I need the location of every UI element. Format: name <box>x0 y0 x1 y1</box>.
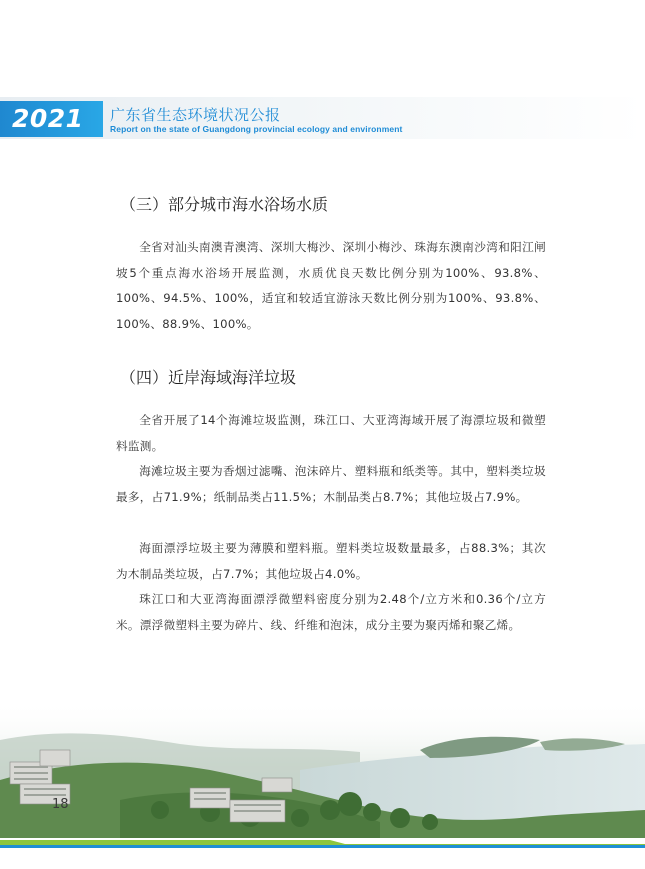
paragraph: 全省对汕头南澳青澳湾、深圳大梅沙、深圳小梅沙、珠海东澳南沙湾和阳江闸坡5个重点海水浴场开展监测，水质优良天数比例分别为100%、93.8%、100%、94.5%、100%，适宜和较适宜游泳天数比例分别为100%、93.8%、100%、88.9%、100%。 <box>116 240 546 331</box>
paragraph: 海滩垃圾主要为香烟过滤嘴、泡沫碎片、塑料瓶和纸类等。其中，塑料类垃圾最多，占71.9%；纸制品类占11.5%；木制品类占8.7%；其他垃圾占7.9%。 <box>116 464 546 504</box>
footer-color-bar <box>0 838 645 869</box>
header-year: 2021 <box>12 104 84 133</box>
page-number: 18 <box>52 797 69 812</box>
paragraph: 全省开展了14个海滩垃圾监测，珠江口、大亚湾海域开展了海漂垃圾和微塑料监测。 <box>116 413 546 453</box>
landscape-photo <box>0 700 645 850</box>
paragraph: 珠江口和大亚湾海面漂浮微塑料密度分别为2.48个/立方米和0.36个/立方米。漂浮微塑料主要为碎片、线、纤维和泡沫，成分主要为聚丙烯和聚乙烯。 <box>116 592 546 632</box>
header-title: 广东省生态环境状况公报 <box>110 106 281 124</box>
paragraph: 海面漂浮垃圾主要为薄膜和塑料瓶。塑料类垃圾数量最多，占88.3%；其次为木制品类垃圾，占7.7%；其他垃圾占4.0%。 <box>116 541 546 581</box>
section-heading-marine-litter: （四）近岸海域海洋垃圾 <box>120 368 297 387</box>
header-subtitle: Report on the state of Guangdong provincial ecology and environment <box>110 124 403 134</box>
section-heading-bathing-beaches: （三）部分城市海水浴场水质 <box>120 195 329 214</box>
